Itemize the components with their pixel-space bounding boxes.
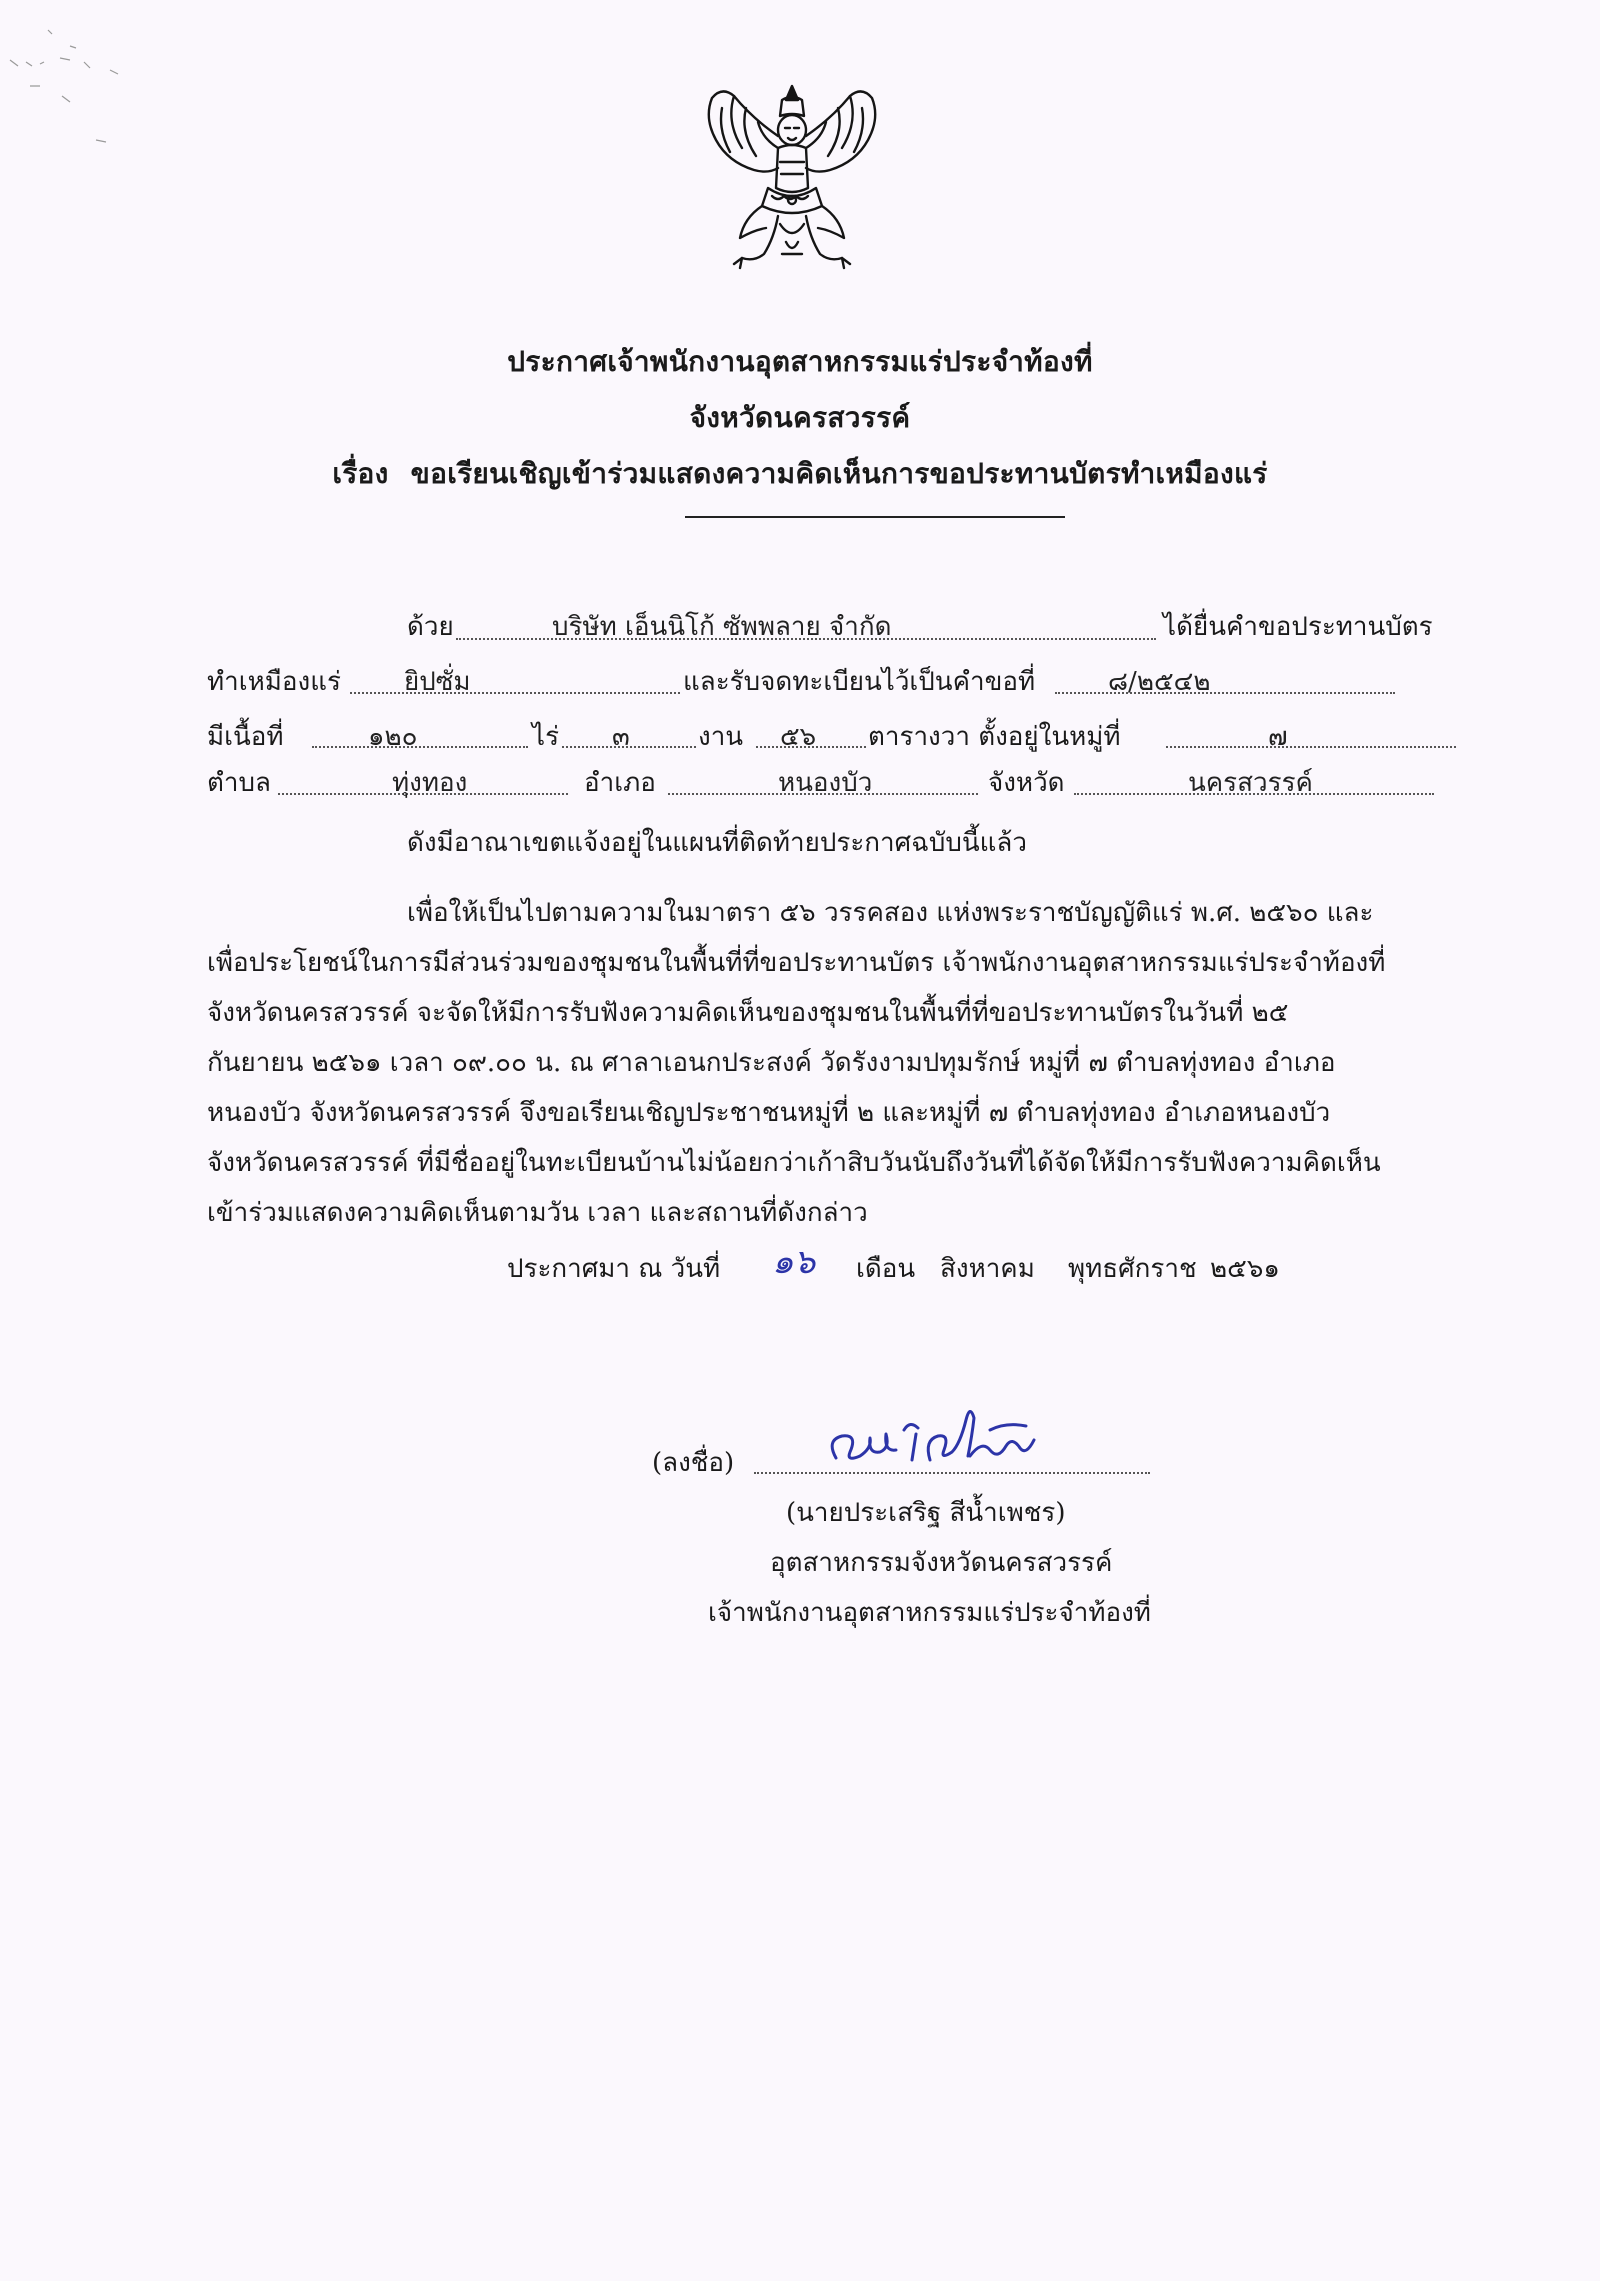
request-number: ๘/๒๕๔๒ — [1108, 667, 1211, 697]
year-label: พุทธศักราช — [1068, 1254, 1197, 1284]
signer-name: (นายประเสริฐ สีน้ำเพชร) — [786, 1498, 1066, 1528]
by-label: ด้วย — [407, 612, 454, 642]
paragraph-line-2: เพื่อประโยชน์ในการมีส่วนร่วมของชุมชนในพื้นที่ที่ขอประทานบัตร เจ้าพนักงานอุตสาหกรรมแร่ประจำท้องที่ — [207, 948, 1386, 978]
amphoe-label: อำเภอ — [584, 768, 656, 798]
ngan-label: งาน — [698, 722, 744, 752]
rai-value: ๑๒๐ — [368, 722, 418, 752]
village-dotted-line — [1166, 746, 1456, 748]
notice-subject — [0, 452, 1600, 496]
wa-label: ตารางวา ตั้งอยู่ในหมู่ที่ — [868, 722, 1121, 752]
signature-mark — [820, 1400, 1070, 1480]
paragraph-line-7: เข้าร่วมแสดงความคิดเห็นตามวัน เวลา และสถานที่ดังกล่าว — [207, 1198, 868, 1228]
sign-label: (ลงชื่อ) — [652, 1448, 735, 1478]
mine-label: ทำเหมืองแร่ — [207, 667, 341, 697]
month-label: เดือน — [856, 1254, 916, 1284]
wa-value: ๕๖ — [780, 722, 817, 752]
garuda-emblem-icon — [682, 78, 902, 278]
filed-label: ได้ยื่นคำขอประทานบัตร — [1163, 612, 1433, 642]
year-value: ๒๕๖๑ — [1210, 1254, 1280, 1284]
mineral-dotted-line — [350, 692, 680, 694]
area-label: มีเนื้อที่ — [207, 722, 284, 752]
scan-artifact — [0, 0, 140, 150]
notice-title: ประกาศเจ้าพนักงานอุตสาหกรรมแร่ประจำท้องที่ — [507, 345, 1093, 378]
rai-label: ไร่ — [532, 722, 560, 752]
paragraph-line-4: กันยายน ๒๕๖๑ เวลา ๐๙.๐๐ น. ณ ศาลาเอนกประสงค์ วัดรังงามปทุมรักษ์ หมู่ที่ ๗ ตำบลทุ่งทอง อำเภอ — [207, 1048, 1336, 1078]
mineral-name: ยิปซั่ม — [404, 667, 471, 697]
village-number: ๗ — [1268, 722, 1288, 752]
paragraph-line-5: หนองบัว จังหวัดนครสวรรค์ จึงขอเรียนเชิญประชาชนหมู่ที่ ๒ และหมู่ที่ ๗ ตำบลทุ่งทอง อำเภอหนองบัว — [207, 1098, 1331, 1128]
tambon-name: ทุ่งทอง — [392, 768, 468, 798]
registered-label: และรับจดทะเบียนไว้เป็นคำขอที่ — [683, 667, 1036, 697]
month-name: สิงหาคม — [940, 1254, 1035, 1284]
subject-text: ขอเรียนเชิญเข้าร่วมแสดงความคิดเห็นการขอประทานบัตรทำเหมืองแร่ — [410, 457, 1268, 490]
paragraph-line-6: จังหวัดนครสวรรค์ ที่มีชื่ออยู่ในทะเบียนบ้านไม่น้อยกว่าเก้าสิบวันนับถึงวันที่ได้จัดให้มีการรับฟังความคิดเห็น — [207, 1148, 1381, 1178]
title-underline — [685, 516, 1065, 518]
signer-title-2: เจ้าพนักงานอุตสาหกรรมแร่ประจำท้องที่ — [708, 1598, 1151, 1628]
map-note: ดังมีอาณาเขตแจ้งอยู่ในแผนที่ติดท้ายประกาศฉบับนี้แล้ว — [407, 828, 1027, 858]
request-no-dotted-line — [1055, 692, 1395, 694]
amphoe-name: หนองบัว — [778, 768, 873, 798]
subject-label: เรื่อง — [332, 457, 389, 490]
paragraph-line-1: เพื่อให้เป็นไปตามความในมาตรา ๕๖ วรรคสอง แห่งพระราชบัญญัติแร่ พ.ศ. ๒๕๖๐ และ — [407, 898, 1374, 928]
province-name: นครสวรรค์ — [1188, 768, 1313, 798]
ngan-value: ๓ — [612, 722, 630, 752]
announce-label: ประกาศมา ณ วันที่ — [507, 1254, 721, 1284]
notice-province: จังหวัดนครสวรรค์ — [689, 401, 911, 434]
rai-dotted-line — [312, 746, 528, 748]
tambon-label: ตำบล — [207, 768, 271, 798]
company-name: บริษัท เอ็นนิโก้ ซัพพลาย จำกัด — [552, 612, 892, 642]
paragraph-line-3: จังหวัดนครสวรรค์ จะจัดให้มีการรับฟังความคิดเห็นของชุมชนในพื้นที่ที่ขอประทานบัตรในวันที่ ๒๕ — [207, 998, 1289, 1028]
signer-title-1: อุตสาหกรรมจังหวัดนครสวรรค์ — [770, 1548, 1113, 1578]
announce-day: ๑๖ — [772, 1242, 816, 1282]
province-label: จังหวัด — [988, 768, 1065, 798]
